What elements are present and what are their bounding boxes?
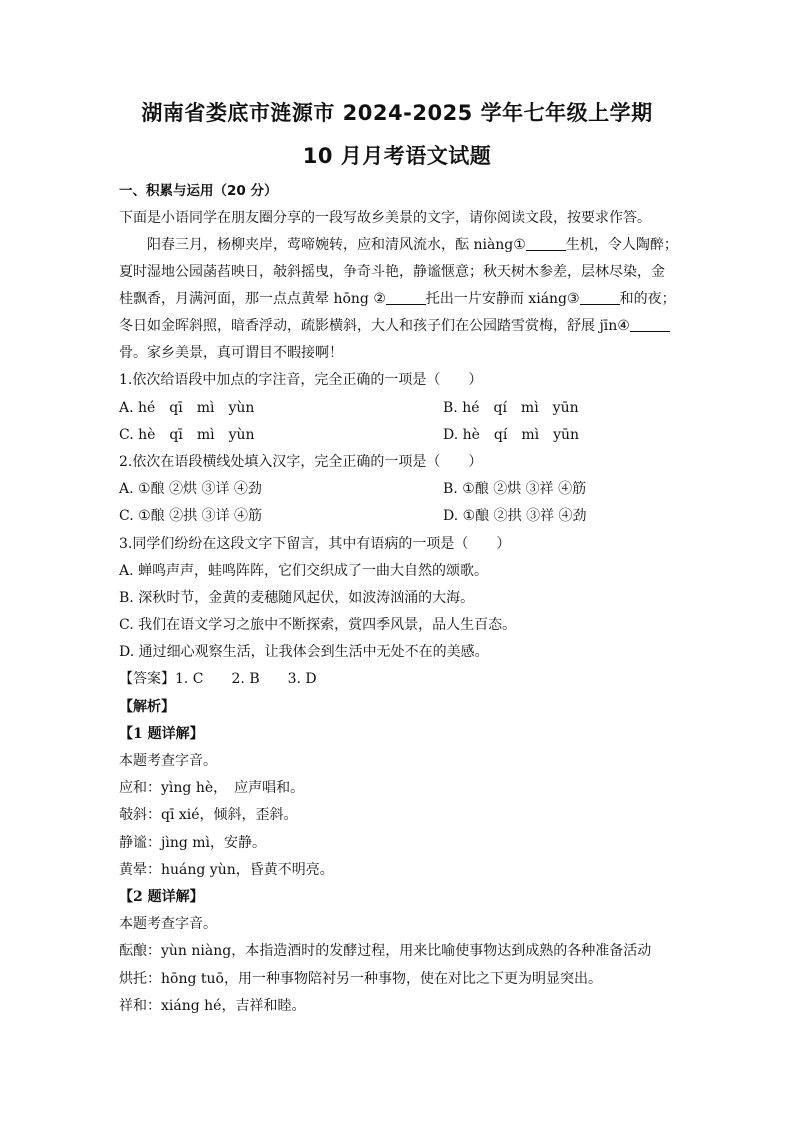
passage-line: 阳春三月，杨柳夹岸，莺啼婉转，应和清风流水，酝 niàng① 生机，令人陶醉；: [147, 237, 678, 254]
intro-text: 下面是小语同学在朋友圈分享的一段写故乡美景的文字，请你阅读文段，按要求作答。: [119, 210, 651, 227]
answer-line: 【答案】1. C 2. B 3. D: [119, 671, 317, 688]
passage: [119, 232, 678, 367]
detail-2-heading: 【2 题详解】: [119, 888, 204, 905]
detail-2-item: 烘托：hōng tuō，用一种事物陪衬另一种事物，使在对比之下更为明显突出。: [119, 970, 602, 987]
passage-line: 冬日如金晖斜照，暗香浮动，疏影横斜，大人和孩子们在公园踏雪赏梅，舒展 jīn④: [119, 313, 675, 340]
detail-1-item: 黄晕：huáng yùn，昏黄不明亮。: [119, 861, 334, 878]
title-line-2: 10 月月考语文试题: [302, 144, 492, 168]
detail-2-item: 祥和：xiáng hé，吉祥和睦。: [119, 997, 306, 1014]
document-body: [119, 178, 678, 1020]
passage-line: 桂飘香，月满河面，那一点点黄晕 hōng ② 托出一片安静而 xiáng③ 和的夜；: [119, 291, 676, 308]
fill-blank: [386, 290, 426, 305]
title-line-1: 湖南省娄底市涟源市 2024-2025 学年七年级上学期: [141, 101, 653, 125]
question-3-stem: 3.同学们纷纷在这段文字下留言，其中有语病的一项是（ ）: [119, 535, 511, 552]
option-c: C. 我们在语文学习之旅中不断探索，赏四季风景，品人生百态。: [119, 617, 517, 634]
option-d: D. ①酿 ②拱 ③祥 ④劲: [443, 508, 587, 525]
option-a: A. hé qī mì yùn: [119, 399, 255, 416]
option-d: D. hè qí mì yūn: [443, 426, 580, 443]
question-2-options: [119, 476, 675, 503]
passage-line: 夏时湿地公园菡萏映日，攲斜摇曳，争奇斗艳，静谧惬意；秋天树木参差，层林尽染，金: [119, 264, 665, 281]
fill-blank: [580, 290, 620, 305]
detail-1-heading: 【1 题详解】: [119, 725, 204, 742]
fill-blank: [526, 236, 566, 251]
option-a: A. ①酿 ②烘 ③详 ④劲: [119, 481, 262, 498]
detail-1-intro: 本题考查字音。: [119, 753, 217, 769]
fill-blank: [630, 317, 670, 332]
option-a: A. 蝉鸣声声，蛙鸣阵阵，它们交织成了一曲大自然的颂歌。: [119, 562, 489, 579]
question-1-stem: 1.依次给语段中加点的字注音，完全正确的一项是（ ）: [119, 372, 483, 389]
option-b: B. 深秋时节，金黄的麦穗随风起伏，如波涛汹涌的大海。: [119, 589, 475, 606]
detail-2-item: 酝酿：yùn niàng，本指造酒时的发酵过程，用来比喻使事物达到成熟的各种准备活动: [119, 943, 652, 960]
question-1-options: [119, 395, 675, 422]
option-b: B. hé qí mì yūn: [443, 399, 579, 416]
option-c: C. hè qī mì yùn: [119, 426, 255, 443]
detail-2-intro: 本题考查字音。: [119, 916, 217, 933]
detail-1-item: 攲斜：qī xié，倾斜，歪斜。: [119, 807, 298, 824]
question-2-stem: 2.依次在语段横线处填入汉字，完全正确的一项是（ ）: [119, 453, 483, 470]
question-2-options: [119, 503, 675, 530]
option-d: D. 通过细心观察生活，让我体会到生活中无处不在的美感。: [119, 644, 489, 661]
question-1-options: [119, 422, 675, 449]
detail-1-item: 静谧：jìng mì，安静。: [119, 834, 266, 851]
section-heading: 一、积累与运用（20 分）: [119, 183, 278, 199]
option-b: B. ①酿 ②烘 ③祥 ④筋: [443, 481, 587, 498]
analysis-heading: 【解析】: [119, 698, 175, 715]
passage-line: 骨。家乡美景，真可谓目不暇接啊！: [119, 345, 343, 362]
option-c: C. ①酿 ②拱 ③详 ④筋: [119, 508, 263, 525]
detail-1-item: 应和：yìng hè， 应声唱和。: [119, 780, 305, 797]
